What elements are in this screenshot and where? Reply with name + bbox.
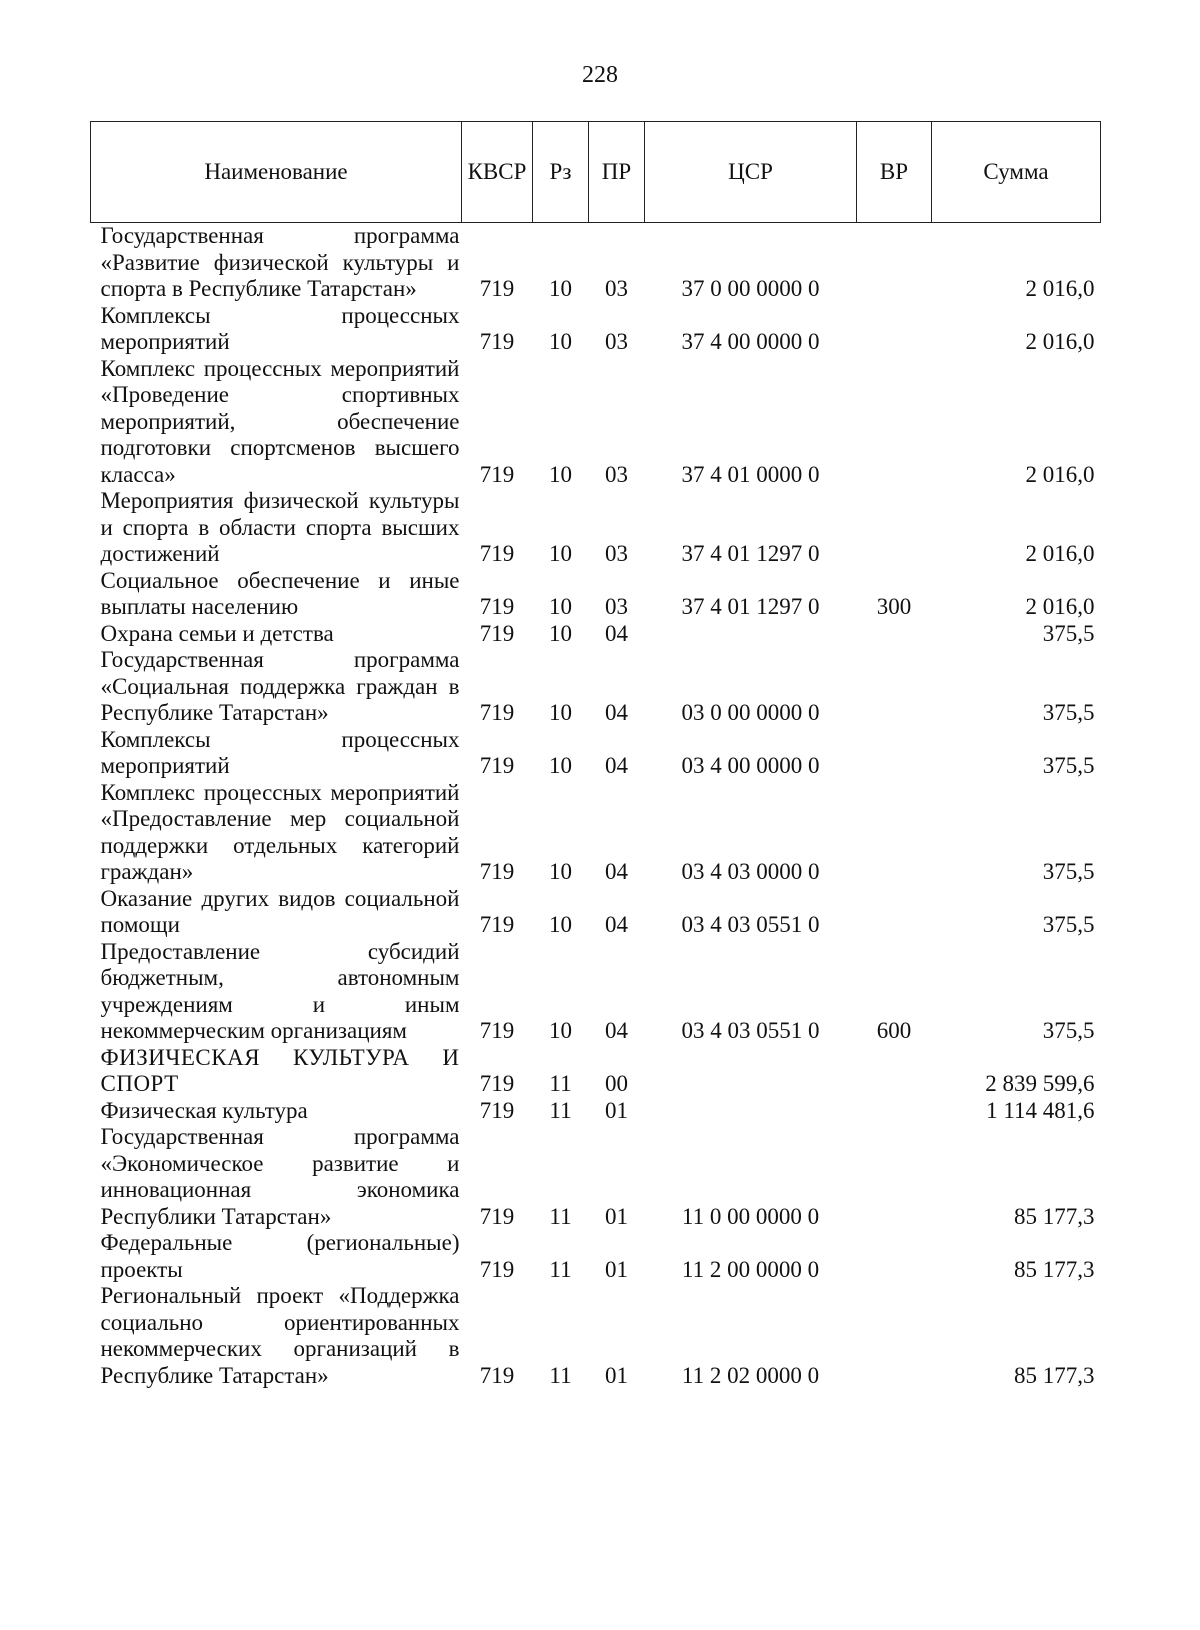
cell-kvsr: 719	[479, 912, 515, 937]
table-row	[91, 356, 1101, 489]
cell-csr: 03 4 03 0551 0	[681, 1018, 820, 1043]
header-rz: Рз	[533, 122, 589, 223]
table-row	[91, 621, 1101, 648]
cell-sum: 2 016,0	[1025, 461, 1095, 487]
cell-csr: 03 4 00 0000 0	[681, 753, 820, 778]
cell-kvsr: 719	[479, 594, 515, 619]
cell-csr: 03 4 03 0000 0	[681, 859, 820, 884]
cell-name: Государственная программа «Экономическое развитие и инновационная экономика Республики Татарстан»	[100, 1124, 460, 1229]
cell-pr: 04	[605, 912, 628, 937]
cell-kvsr: 719	[479, 1018, 515, 1043]
cell-rz: 10	[549, 594, 572, 619]
cell-rz: 10	[549, 753, 572, 778]
cell-pr: 00	[605, 1071, 628, 1096]
cell-pr: 04	[605, 700, 628, 725]
cell-name: Комплекс процессных мероприятий «Предоставление мер социальной поддержки отдельных категорий граждан»	[100, 779, 460, 884]
cell-pr: 03	[605, 461, 628, 487]
cell-name: Охрана семьи и детства	[100, 620, 334, 646]
cell-sum: 375,5	[1042, 912, 1095, 937]
cell-csr	[645, 621, 857, 648]
cell-pr: 04	[605, 753, 628, 778]
cell-sum: 85 177,3	[1014, 1256, 1095, 1282]
cell-pr: 04	[605, 620, 628, 646]
cell-pr: 03	[605, 276, 628, 301]
cell-vr: 600	[876, 1018, 912, 1043]
cell-csr: 37 0 00 0000 0	[681, 276, 820, 301]
cell-rz: 10	[549, 541, 572, 566]
cell-name: Государственная программа «Социальная поддержка граждан в Республике Татарстан»	[100, 647, 460, 725]
cell-name: Комплексы процессных мероприятий	[100, 302, 460, 354]
table-row	[91, 488, 1101, 568]
cell-rz: 10	[549, 700, 572, 725]
cell-name: ФИЗИЧЕСКАЯ КУЛЬТУРА И СПОРТ	[100, 1044, 460, 1096]
cell-vr: 300	[876, 594, 912, 619]
cell-sum: 375,5	[1042, 1018, 1095, 1043]
cell-pr: 03	[605, 594, 628, 619]
cell-kvsr: 719	[479, 1362, 515, 1388]
table-row	[91, 223, 1101, 303]
cell-sum: 1 114 481,6	[986, 1097, 1095, 1123]
cell-rz: 11	[549, 1362, 572, 1388]
cell-vr	[857, 621, 932, 648]
cell-csr: 03 4 03 0551 0	[681, 912, 820, 937]
cell-name: Мероприятия физической культуры и спорта в области спорта высших достижений	[100, 488, 460, 566]
table-row	[91, 1124, 1101, 1230]
cell-name: Предоставление субсидий бюджетным, автономным учреждениям и иным некоммерческим организациям	[100, 938, 460, 1043]
header-vr: ВР	[857, 122, 932, 223]
table-row	[91, 568, 1101, 621]
cell-rz: 10	[549, 329, 572, 354]
cell-name: Физическая культура	[100, 1097, 308, 1123]
cell-vr	[857, 488, 932, 568]
cell-vr	[857, 1283, 932, 1389]
cell-name: Социальное обеспечение и иные выплаты населению	[100, 567, 460, 619]
cell-kvsr: 719	[479, 276, 515, 301]
cell-kvsr: 719	[479, 1071, 515, 1096]
table-row	[91, 727, 1101, 780]
cell-sum: 375,5	[1042, 620, 1095, 646]
cell-vr	[857, 886, 932, 939]
cell-rz: 10	[549, 461, 572, 487]
cell-vr	[857, 1124, 932, 1230]
cell-name: Государственная программа «Развитие физической культуры и спорта в Республике Татарстан»	[100, 223, 460, 301]
header-sum: Сумма	[932, 122, 1101, 223]
cell-kvsr: 719	[479, 1097, 515, 1123]
cell-kvsr: 719	[479, 859, 515, 884]
table-header	[91, 122, 1101, 223]
cell-rz: 10	[549, 912, 572, 937]
cell-name: Оказание других видов социальной помощи	[100, 885, 460, 937]
cell-csr: 11 0 00 0000 0	[681, 1203, 820, 1229]
cell-kvsr: 719	[479, 1256, 515, 1282]
cell-csr	[645, 1098, 857, 1125]
header-csr: ЦСР	[645, 122, 857, 223]
header-kvsr: КВСР	[462, 122, 533, 223]
cell-vr	[857, 780, 932, 886]
cell-rz: 11	[549, 1203, 572, 1229]
cell-rz: 10	[549, 859, 572, 884]
cell-name: Федеральные (региональные) проекты	[100, 1230, 460, 1282]
cell-vr	[857, 727, 932, 780]
cell-pr: 01	[605, 1362, 628, 1388]
cell-sum: 2 016,0	[1025, 541, 1095, 566]
cell-kvsr: 719	[479, 329, 515, 354]
cell-sum: 85 177,3	[1014, 1203, 1095, 1229]
table-row	[91, 1230, 1101, 1283]
page-number: 228	[582, 62, 618, 88]
cell-vr	[857, 356, 932, 489]
cell-kvsr: 719	[479, 753, 515, 778]
table-row	[91, 1283, 1101, 1389]
cell-vr	[857, 1098, 932, 1125]
table-body	[91, 223, 1101, 1390]
cell-vr	[857, 1230, 932, 1283]
cell-kvsr: 719	[479, 700, 515, 725]
cell-rz: 11	[549, 1256, 572, 1282]
cell-sum: 85 177,3	[1014, 1362, 1095, 1388]
table-row	[91, 886, 1101, 939]
cell-name: Комплексы процессных мероприятий	[100, 726, 460, 778]
cell-pr: 01	[605, 1256, 628, 1282]
cell-csr: 03 0 00 0000 0	[681, 700, 820, 725]
cell-rz: 11	[549, 1097, 572, 1123]
cell-sum: 375,5	[1042, 753, 1095, 778]
cell-rz: 11	[549, 1071, 572, 1096]
cell-pr: 01	[605, 1097, 628, 1123]
table-row	[91, 939, 1101, 1045]
cell-rz: 10	[549, 276, 572, 301]
cell-vr	[857, 1045, 932, 1098]
cell-name: Региональный проект «Поддержка социально ориентированных некоммерческих организаций в Республике Татарстан»	[100, 1283, 460, 1388]
cell-kvsr: 719	[479, 620, 515, 646]
cell-kvsr: 719	[479, 461, 515, 487]
table-row	[91, 780, 1101, 886]
header-name: Наименование	[91, 122, 462, 223]
cell-csr: 37 4 01 1297 0	[681, 594, 820, 619]
cell-sum: 375,5	[1042, 859, 1095, 884]
cell-pr: 04	[605, 859, 628, 884]
cell-sum: 2 016,0	[1025, 594, 1095, 619]
cell-csr: 37 4 01 0000 0	[681, 461, 820, 487]
cell-csr: 11 2 00 0000 0	[681, 1256, 820, 1282]
cell-sum: 375,5	[1042, 700, 1095, 725]
cell-pr: 03	[605, 541, 628, 566]
cell-sum: 2 016,0	[1025, 276, 1095, 301]
cell-pr: 04	[605, 1018, 628, 1043]
cell-csr: 37 4 00 0000 0	[681, 329, 820, 354]
table-row	[91, 303, 1101, 356]
header-pr: ПР	[589, 122, 645, 223]
cell-csr: 37 4 01 1297 0	[681, 541, 820, 566]
cell-kvsr: 719	[479, 541, 515, 566]
cell-vr	[857, 223, 932, 303]
table-row	[91, 1045, 1101, 1098]
table-row	[91, 647, 1101, 727]
cell-kvsr: 719	[479, 1203, 515, 1229]
cell-sum: 2 839 599,6	[985, 1071, 1095, 1096]
cell-pr: 03	[605, 329, 628, 354]
cell-rz: 10	[549, 620, 572, 646]
cell-csr	[645, 1045, 857, 1098]
cell-vr	[857, 303, 932, 356]
cell-rz: 10	[549, 1018, 572, 1043]
cell-name: Комплекс процессных мероприятий «Проведение спортивных мероприятий, обеспечение подготовки спортсменов высшего класса»	[100, 355, 460, 487]
table-row	[91, 1098, 1101, 1125]
cell-sum: 2 016,0	[1025, 329, 1095, 354]
cell-pr: 01	[605, 1203, 628, 1229]
cell-vr	[857, 647, 932, 727]
cell-csr: 11 2 02 0000 0	[681, 1362, 820, 1388]
budget-table	[90, 121, 1101, 1389]
